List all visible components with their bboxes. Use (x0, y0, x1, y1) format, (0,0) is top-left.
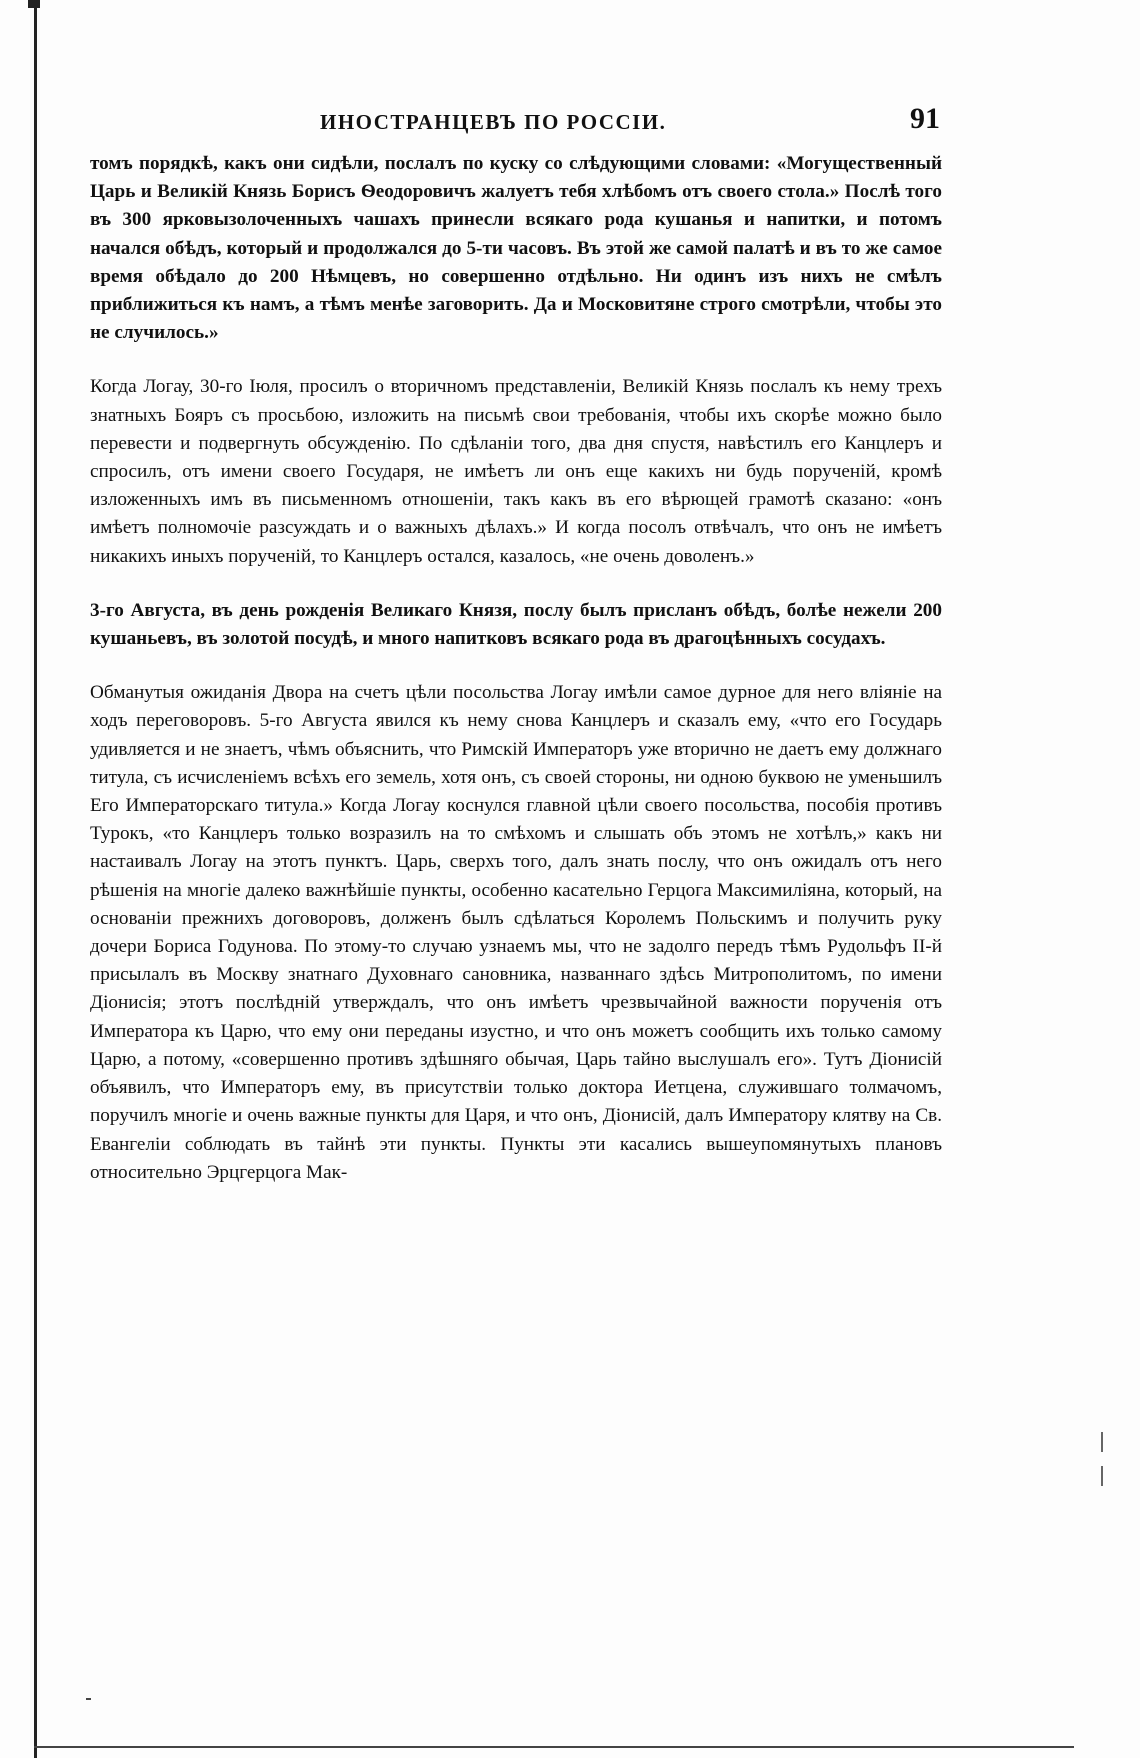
body-text (90, 150, 942, 1187)
page-header (90, 104, 940, 140)
page-bottom-edge (34, 1746, 1074, 1748)
paragraph-1: томъ порядкѣ, какъ они сидѣли, послалъ по куску со слѣдующими словами: «Могущественный Царь и Великій Князь Борисъ Ѳеодоровичъ жалуетъ тебя хлѣбомъ отъ своего стола.» Послѣ того въ 300 ярковызолоченныхъ чашахъ принесли всякаго рода кушанья и напитки, и потомъ начался обѣдъ, который и продолжался до 5-ти часовъ. Въ этой же самой палатѣ и въ то же самое время обѣдало до 200 Нѣмцевъ, но совершенно отдѣльно. Ни одинъ изъ нихъ не смѣлъ приближиться къ намъ, а тѣмъ менѣе заговорить. Да и Московитяне строго смотрѣли, чтобы это не случилось.» (90, 153, 942, 344)
margin-scan-mark (1101, 1432, 1103, 1452)
page-number: 91 (910, 102, 940, 135)
page-binding-edge (34, 0, 37, 1758)
paragraph-4: Обманутыя ожиданія Двора на счетъ цѣли посольства Логау имѣли самое дурное для него вліяніе на ходъ переговоровъ. 5-го Августа явился къ нему снова Канцлеръ и сказалъ ему, «что его Государь удивляется и не знаетъ, чѣмъ объяснить, что Римскій Императоръ уже вторично не даетъ ему должнаго титула, съ исчисленіемъ всѣхъ его земель, хотя онъ, съ своей стороны, ни одною буквою не уменьшилъ Его Императорскаго титула.» Когда Логау коснулся главной цѣли своего посольства, пособія противъ Турокъ, «то Канцлеръ только возразилъ на то смѣхомъ и слышать объ этомъ не хотѣлъ,» какъ ни настаивалъ Логау на этотъ пунктъ. Царь, сверхъ того, далъ знать послу, что онъ ожидалъ отъ него рѣшенія на многіе далеко важнѣйшіе пункты, особенно касательно Герцога Максимиліяна, который, на основаніи прежнихъ договоровъ, долженъ былъ сдѣлаться Королемъ Польскимъ и получить руку дочери Бориса Годунова. По этому-то случаю узнаемъ мы, что не задолго передъ тѣмъ Рудольфъ II-й присылалъ въ Москву знатнаго Духовнаго сановника, названнаго здѣсь Митрополитомъ, по имени Діонисія; этотъ послѣдній утверждалъ, что онъ имѣетъ чрезвычайной важности порученія отъ Императора къ Царю, что ему они переданы изустно, и что онъ можетъ сообщить ихъ только самому Царю, а потому, «совершенно противъ здѣшняго обычая, Царь тайно выслушалъ его». Тутъ Діонисій объявилъ, что Императоръ ему, въ присутствіи только доктора Иетцена, служившаго толмачомъ, поручилъ многіе и очень важные пункты для Царя, и что онъ, Діонисій, далъ Императору клятву на Св. Евангеліи соблюдать въ тайнѣ эти пункты. Пункты эти касались вышеупомянутыхъ плановъ относительно Эрцгерцога Мак- (90, 682, 942, 1183)
margin-scan-mark (1101, 1466, 1103, 1486)
paragraph-2: Когда Логау, 30-го Іюля, просилъ о вторичномъ представленіи, Великій Князь послалъ къ нему трехъ знатныхъ Бояръ съ просьбою, изложить на письмѣ свои требованія, чтобы ихъ скорѣе можно было перевести и подвергнуть обсужденію. По сдѣланіи того, два дня спустя, навѣстилъ его Канцлеръ и спросилъ, отъ имени своего Государя, не имѣетъ ли онъ еще какихъ ни будь порученій, кромѣ изложенныхъ имъ въ письменномъ отношеніи, такъ какъ въ его вѣрющей грамотѣ сказано: «онъ имѣетъ полномочіе разсуждать и о важныхъ дѣлахъ.» И когда посолъ отвѣчалъ, что онъ не имѣетъ никакихъ иныхъ порученій, то Канцлеръ остался, казалось, «не очень доволенъ.» (90, 376, 942, 567)
scan-dot-mark (86, 1698, 91, 1700)
running-title: ИНОСТРАНЦЕВЪ ПО РОССІИ. (320, 110, 667, 134)
paragraph-3: 3-го Августа, въ день рожденія Великаго Князя, послу былъ присланъ обѣдъ, болѣе нежели 200 кушаньевъ, въ золотой посудѣ, и много напитковъ всякаго рода въ драгоцѣнныхъ сосудахъ. (90, 599, 942, 650)
